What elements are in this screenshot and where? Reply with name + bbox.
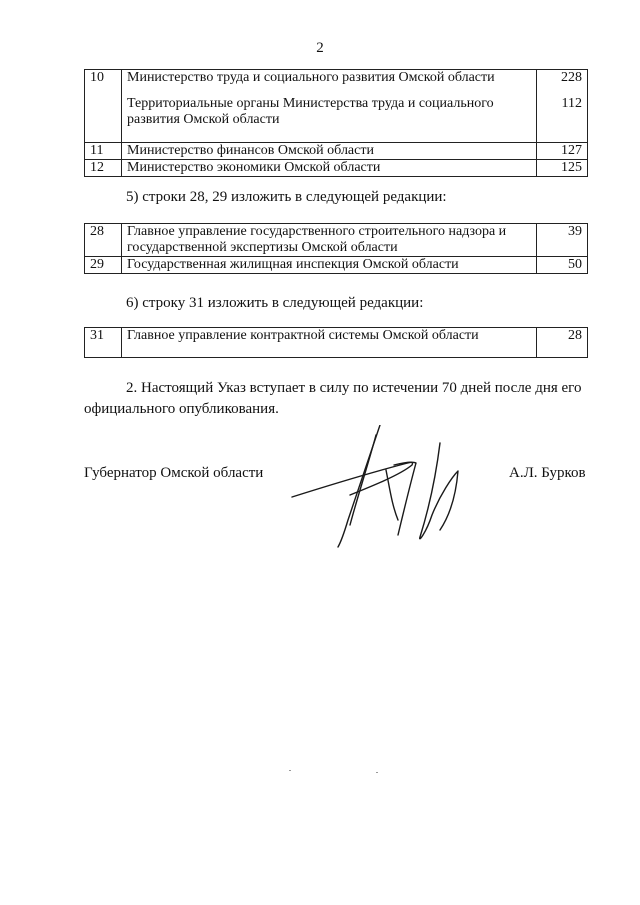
row-name: Министерство экономики Омской области — [122, 160, 537, 177]
row-name: Главное управление контрактной системы Омской области — [122, 328, 537, 358]
row-number: 12 — [85, 160, 122, 177]
row-number: 29 — [85, 257, 122, 274]
signature-stroke — [350, 435, 376, 525]
row-value: 112 — [561, 96, 582, 111]
scan-speck — [289, 770, 291, 771]
row-value-cell — [537, 70, 588, 143]
scan-speck — [376, 772, 378, 773]
positions-table-2 — [84, 223, 588, 274]
row-name-cell — [122, 70, 537, 143]
row-number: 28 — [85, 224, 122, 257]
positions-table-1 — [84, 69, 588, 177]
row-value: 228 — [561, 70, 582, 85]
table-row — [85, 328, 588, 358]
positions-table-3 — [84, 327, 588, 358]
row-number: 10 — [85, 70, 122, 143]
table-row — [85, 224, 588, 257]
row-value: 39 — [537, 224, 588, 257]
table-row — [85, 257, 588, 274]
table-row — [85, 70, 588, 143]
signature-stroke — [292, 462, 413, 497]
row-value: 28 — [537, 328, 588, 358]
clause-2-line-2: официального опубликования. — [84, 401, 279, 417]
row-value: 125 — [537, 160, 588, 177]
row-value: 127 — [537, 143, 588, 160]
table-row — [85, 160, 588, 177]
row-name: Государственная жилищная инспекция Омской области — [122, 257, 537, 274]
signature-stroke — [394, 462, 416, 535]
table-row — [85, 143, 588, 160]
instruction-5: 5) строки 28, 29 изложить в следующей редакции: — [126, 189, 447, 205]
row-name: Территориальные органы Министерства труда и социального развития Омской области — [127, 96, 494, 127]
row-name: Министерство труда и социального развития Омской области — [127, 70, 495, 85]
page-number: 2 — [316, 40, 324, 56]
signature-stroke — [420, 443, 458, 539]
signatory-name: А.Л. Бурков — [509, 465, 586, 481]
signatory-title: Губернатор Омской области — [84, 465, 264, 481]
row-number: 31 — [85, 328, 122, 358]
handwritten-signature — [290, 425, 490, 555]
row-name: Главное управление государственного строительного надзора и государственной экспертизы Омской области — [122, 224, 537, 257]
clause-2-line-1: 2. Настоящий Указ вступает в силу по истечении 70 дней после дня его — [126, 380, 582, 396]
row-name: Министерство финансов Омской области — [122, 143, 537, 160]
row-value: 50 — [537, 257, 588, 274]
instruction-6: 6) строку 31 изложить в следующей редакции: — [126, 295, 424, 311]
row-number: 11 — [85, 143, 122, 160]
